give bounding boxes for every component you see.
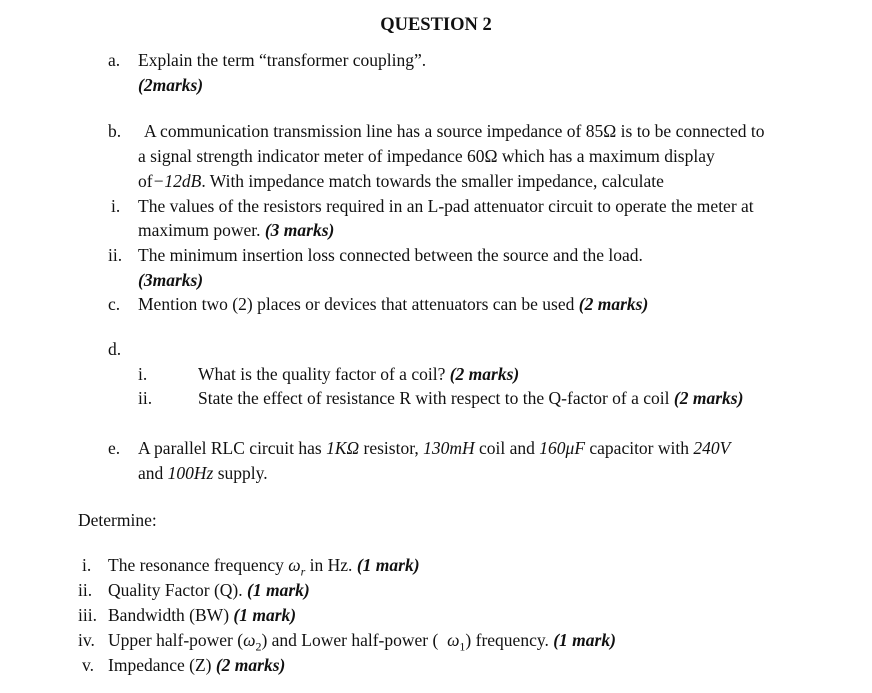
item-e-t1: A parallel RLC circuit has bbox=[138, 438, 327, 458]
omega-subscript: r bbox=[300, 564, 306, 579]
part-ii-marker: ii. bbox=[78, 580, 93, 600]
question-title: QUESTION 2 bbox=[380, 15, 492, 35]
item-b-line3-post: . With impedance match towards the smaller impedance, calculate bbox=[201, 171, 664, 191]
part-iii-marker: iii. bbox=[78, 605, 97, 625]
part-v-text: Impedance (Z) bbox=[108, 655, 212, 675]
item-a-marker: a. bbox=[108, 50, 121, 70]
part-iv-marks: (1 mark) bbox=[553, 630, 616, 650]
item-b-i-marker: i. bbox=[111, 196, 121, 216]
item-e-l2-pre: and bbox=[138, 463, 168, 483]
item-e-t2: resistor, bbox=[359, 438, 424, 458]
item-b-i-line2-text: maximum power. bbox=[138, 220, 261, 240]
part-iv-marker: iv. bbox=[78, 630, 95, 650]
voltage-value: 240V bbox=[693, 438, 731, 458]
item-b-ii-marker: ii. bbox=[108, 245, 123, 265]
item-c-marker: c. bbox=[108, 294, 121, 314]
item-d-marker: d. bbox=[108, 339, 122, 359]
part-v-line bbox=[108, 653, 285, 678]
item-b-ii-text: The minimum insertion loss connected between the source and the load. bbox=[138, 245, 643, 265]
part-ii-marks: (1 mark) bbox=[247, 580, 310, 600]
item-d-ii-marks: (2 marks) bbox=[673, 388, 744, 408]
item-e-line1 bbox=[138, 436, 730, 461]
item-e-line2 bbox=[138, 461, 268, 486]
item-c-marks: (2 marks) bbox=[578, 294, 649, 314]
omega2-subscript: 2 bbox=[255, 639, 262, 654]
item-d-i-text: What is the quality factor of a coil? bbox=[198, 364, 446, 384]
coil-value: 130mH bbox=[423, 438, 475, 458]
item-b-line3-pre: of bbox=[138, 171, 153, 191]
item-c-text: Mention two (2) places or devices that attenuators can be used bbox=[138, 294, 575, 314]
item-e-t4: capacitor with bbox=[585, 438, 694, 458]
item-d-i-line bbox=[198, 362, 519, 387]
part-iv-post: ) frequency. bbox=[465, 630, 549, 650]
item-b-line2: a signal strength indicator meter of impedance 60Ω which has a maximum display bbox=[138, 146, 715, 166]
part-v-marker: v. bbox=[82, 655, 94, 675]
part-iii-marks: (1 mark) bbox=[233, 605, 297, 625]
item-b-ii-marks: (3marks) bbox=[138, 270, 204, 290]
part-iii-line bbox=[108, 603, 296, 628]
omega1-subscript: 1 bbox=[459, 639, 466, 654]
part-i-pre: The resonance frequency bbox=[108, 555, 289, 575]
item-d-i-marks: (2 marks) bbox=[449, 364, 520, 384]
part-i-marker: i. bbox=[82, 555, 92, 575]
item-e-t3: coil and bbox=[474, 438, 540, 458]
part-ii-text: Quality Factor (Q). bbox=[108, 580, 243, 600]
item-c-line bbox=[138, 292, 648, 317]
part-ii-line bbox=[108, 578, 310, 603]
item-d-ii-marker: ii. bbox=[138, 388, 153, 408]
item-b-i-line1: The values of the resistors required in an L-pad attenuator circuit to operate the meter at bbox=[138, 196, 754, 216]
part-iv-mid: ) and Lower half-power ( bbox=[261, 630, 448, 650]
part-v-marks: (2 marks) bbox=[215, 655, 286, 675]
frequency-value: 100Hz bbox=[167, 463, 214, 483]
item-b-i-line2 bbox=[138, 218, 334, 243]
part-iii-text: Bandwidth (BW) bbox=[108, 605, 230, 625]
item-b-line1: A communication transmission line has a source impedance of 85Ω is to be connected to bbox=[144, 121, 765, 141]
part-i-marks: (1 mark) bbox=[356, 555, 420, 575]
item-d-ii-line bbox=[198, 386, 743, 411]
resistor-value: 1KΩ bbox=[326, 438, 360, 458]
level-value: −12dB bbox=[152, 171, 202, 191]
omega-symbol: ω bbox=[288, 555, 301, 575]
item-b-i-marks: (3 marks) bbox=[264, 220, 335, 240]
item-a-text: Explain the term “transformer coupling”. bbox=[138, 50, 427, 70]
part-i-post: in Hz. bbox=[305, 555, 353, 575]
omega1-symbol: ω bbox=[447, 630, 460, 650]
determine-label: Determine: bbox=[78, 510, 157, 530]
item-e-l2-text: supply. bbox=[213, 463, 268, 483]
capacitor-value: 160μF bbox=[539, 438, 586, 458]
omega2-symbol: ω bbox=[243, 630, 256, 650]
item-a-marks: (2marks) bbox=[138, 75, 204, 95]
item-d-i-marker: i. bbox=[138, 364, 148, 384]
item-d-ii-text: State the effect of resistance R with respect to the Q-factor of a coil bbox=[198, 388, 670, 408]
item-b-line3 bbox=[138, 169, 664, 194]
item-b-marker: b. bbox=[108, 121, 122, 141]
item-e-marker: e. bbox=[108, 438, 121, 458]
part-iv-pre: Upper half-power ( bbox=[108, 630, 244, 650]
